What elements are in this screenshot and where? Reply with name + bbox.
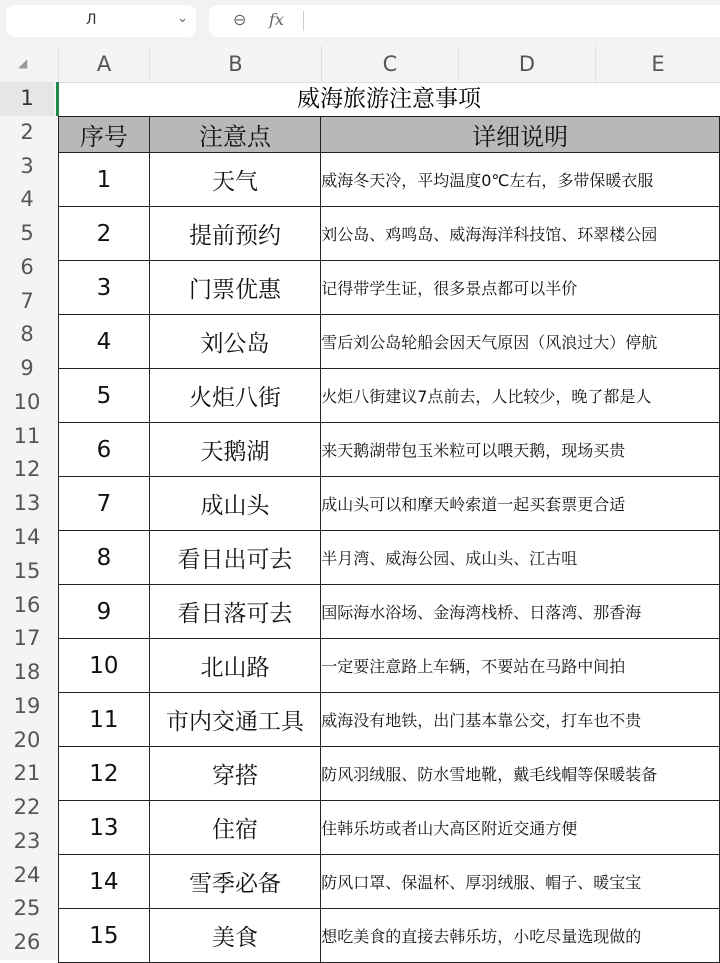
item-description[interactable]: 雪后刘公岛轮船会因天气原因（风浪过大）停航 bbox=[321, 315, 720, 369]
row-number[interactable]: 24 bbox=[13, 862, 41, 887]
item-number[interactable]: 8 bbox=[59, 531, 150, 585]
row-number[interactable]: 25 bbox=[13, 896, 41, 921]
item-description[interactable]: 防风口罩、保温杯、厚羽绒服、帽子、暖宝宝 bbox=[321, 855, 720, 909]
row-number[interactable]: 16 bbox=[13, 592, 41, 617]
row-number[interactable]: 9 bbox=[20, 356, 34, 381]
item-description[interactable]: 火炬八街建议7点前去，人比较少，晚了都是人 bbox=[321, 369, 720, 423]
item-description[interactable]: 威海冬天冷，平均温度0℃左右，多带保暖衣服 bbox=[321, 153, 720, 207]
item-point[interactable]: 成山头 bbox=[149, 477, 320, 531]
item-description[interactable]: 国际海水浴场、金海湾栈桥、日落湾、那香海 bbox=[321, 585, 720, 639]
row-number[interactable]: 2 bbox=[20, 119, 34, 144]
item-number[interactable]: 10 bbox=[59, 639, 150, 693]
row-number[interactable]: 4 bbox=[20, 187, 34, 212]
row-number[interactable]: 10 bbox=[13, 389, 41, 414]
formula-toolbar bbox=[0, 0, 720, 46]
item-number[interactable]: 12 bbox=[59, 747, 150, 801]
row-number[interactable]: 18 bbox=[13, 660, 41, 685]
table-row bbox=[59, 369, 720, 423]
item-point[interactable]: 门票优惠 bbox=[149, 261, 320, 315]
table-row bbox=[59, 153, 720, 207]
item-number[interactable]: 7 bbox=[59, 477, 150, 531]
row-number[interactable]: 15 bbox=[13, 558, 41, 583]
row-number[interactable]: 13 bbox=[13, 491, 41, 516]
item-number[interactable]: 9 bbox=[59, 585, 150, 639]
table-row bbox=[59, 531, 720, 585]
row-number[interactable]: 5 bbox=[20, 221, 34, 246]
row-number[interactable]: 14 bbox=[13, 525, 41, 549]
item-number[interactable]: 11 bbox=[59, 693, 150, 747]
item-point[interactable]: 住宿 bbox=[149, 801, 320, 855]
column-header bbox=[0, 46, 720, 83]
row-number[interactable]: 20 bbox=[13, 727, 41, 752]
row-number[interactable]: 1 bbox=[0, 82, 54, 116]
item-point[interactable]: 美食 bbox=[149, 909, 320, 963]
column-header-c[interactable]: C bbox=[321, 46, 458, 82]
sheet-title[interactable]: 威海旅游注意事项 bbox=[297, 86, 481, 112]
item-description[interactable]: 记得带学生证，很多景点都可以半价 bbox=[321, 261, 720, 315]
select-all-icon[interactable]: ◢ bbox=[18, 56, 28, 70]
item-number[interactable]: 5 bbox=[59, 369, 150, 423]
table-header-row bbox=[59, 117, 720, 153]
row-number[interactable]: 21 bbox=[13, 761, 41, 786]
spreadsheet-grid bbox=[58, 82, 720, 960]
row-header bbox=[0, 82, 58, 960]
table-row bbox=[59, 315, 720, 369]
header-number[interactable]: 序号 bbox=[59, 117, 150, 153]
item-point[interactable]: 刘公岛 bbox=[149, 315, 320, 369]
item-number[interactable]: 13 bbox=[59, 801, 150, 855]
table-row bbox=[59, 909, 720, 963]
row-number[interactable]: 23 bbox=[13, 828, 41, 853]
item-number[interactable]: 6 bbox=[59, 423, 150, 477]
header-description[interactable]: 详细说明 bbox=[321, 117, 720, 153]
function-icon[interactable]: fx bbox=[269, 10, 284, 29]
item-number[interactable]: 2 bbox=[59, 207, 150, 261]
item-number[interactable]: 3 bbox=[59, 261, 150, 315]
item-point[interactable]: 天气 bbox=[149, 153, 320, 207]
item-point[interactable]: 看日出可去 bbox=[149, 531, 320, 585]
table-row bbox=[59, 207, 720, 261]
header-point[interactable]: 注意点 bbox=[149, 117, 320, 153]
formula-bar[interactable] bbox=[209, 5, 720, 37]
item-description[interactable]: 防风羽绒服、防水雪地靴，戴毛线帽等保暖装备 bbox=[321, 747, 720, 801]
item-number[interactable]: 15 bbox=[59, 909, 150, 963]
row-number[interactable]: 7 bbox=[20, 288, 34, 313]
item-point[interactable]: 看日落可去 bbox=[149, 585, 320, 639]
item-point[interactable]: 市内交通工具 bbox=[149, 693, 320, 747]
row-number[interactable]: 6 bbox=[20, 254, 34, 279]
item-description[interactable]: 来天鹅湖带包玉米粒可以喂天鹅，现场买贵 bbox=[321, 423, 720, 477]
item-description[interactable]: 住韩乐坊或者山大高区附近交通方便 bbox=[321, 801, 720, 855]
item-description[interactable]: 刘公岛、鸡鸣岛、威海海洋科技馆、环翠楼公园 bbox=[321, 207, 720, 261]
row-number[interactable]: 17 bbox=[13, 626, 41, 651]
row-number[interactable]: 26 bbox=[13, 930, 41, 955]
item-description[interactable]: 威海没有地铁，出门基本靠公交，打车也不贵 bbox=[321, 693, 720, 747]
item-description[interactable]: 想吃美食的直接去韩乐坊，小吃尽量选现做的 bbox=[321, 909, 720, 963]
table-row bbox=[59, 477, 720, 531]
item-point[interactable]: 天鹅湖 bbox=[149, 423, 320, 477]
row-number[interactable]: 11 bbox=[13, 423, 41, 448]
item-description[interactable]: 半月湾、威海公园、成山头、江古咀 bbox=[321, 531, 720, 585]
row-number[interactable]: 12 bbox=[13, 457, 41, 482]
zoom-out-icon[interactable]: ⊖ bbox=[233, 10, 247, 29]
item-point[interactable]: 火炬八街 bbox=[149, 369, 320, 423]
name-box[interactable] bbox=[6, 5, 196, 37]
row-number[interactable]: 22 bbox=[13, 795, 41, 820]
item-point[interactable]: 北山路 bbox=[149, 639, 320, 693]
name-box-value: Л bbox=[86, 12, 97, 28]
row-number[interactable]: 8 bbox=[20, 322, 34, 347]
table-row bbox=[59, 801, 720, 855]
column-header-a[interactable]: A bbox=[58, 46, 149, 82]
table-row bbox=[59, 747, 720, 801]
table-row bbox=[59, 693, 720, 747]
item-number[interactable]: 1 bbox=[59, 153, 150, 207]
item-point[interactable]: 提前预约 bbox=[149, 207, 320, 261]
column-header-d[interactable]: D bbox=[458, 46, 595, 82]
row-number[interactable]: 19 bbox=[13, 693, 41, 718]
item-point[interactable]: 穿搭 bbox=[149, 747, 320, 801]
table-row bbox=[59, 423, 720, 477]
item-number[interactable]: 14 bbox=[59, 855, 150, 909]
item-description[interactable]: 成山头可以和摩天岭索道一起买套票更合适 bbox=[321, 477, 720, 531]
formula-divider bbox=[303, 11, 304, 31]
table-row bbox=[59, 855, 720, 909]
chevron-down-icon[interactable]: ⌄ bbox=[177, 11, 188, 26]
item-description[interactable]: 一定要注意路上车辆，不要站在马路中间拍 bbox=[321, 639, 720, 693]
table-row bbox=[59, 585, 720, 639]
column-header-b[interactable]: B bbox=[149, 46, 321, 82]
notes-table bbox=[58, 116, 720, 963]
table-row bbox=[59, 261, 720, 315]
item-number[interactable]: 4 bbox=[59, 315, 150, 369]
table-row bbox=[59, 639, 720, 693]
item-point[interactable]: 雪季必备 bbox=[149, 855, 320, 909]
column-header-e[interactable]: E bbox=[595, 46, 720, 82]
row-number[interactable]: 3 bbox=[20, 153, 34, 178]
